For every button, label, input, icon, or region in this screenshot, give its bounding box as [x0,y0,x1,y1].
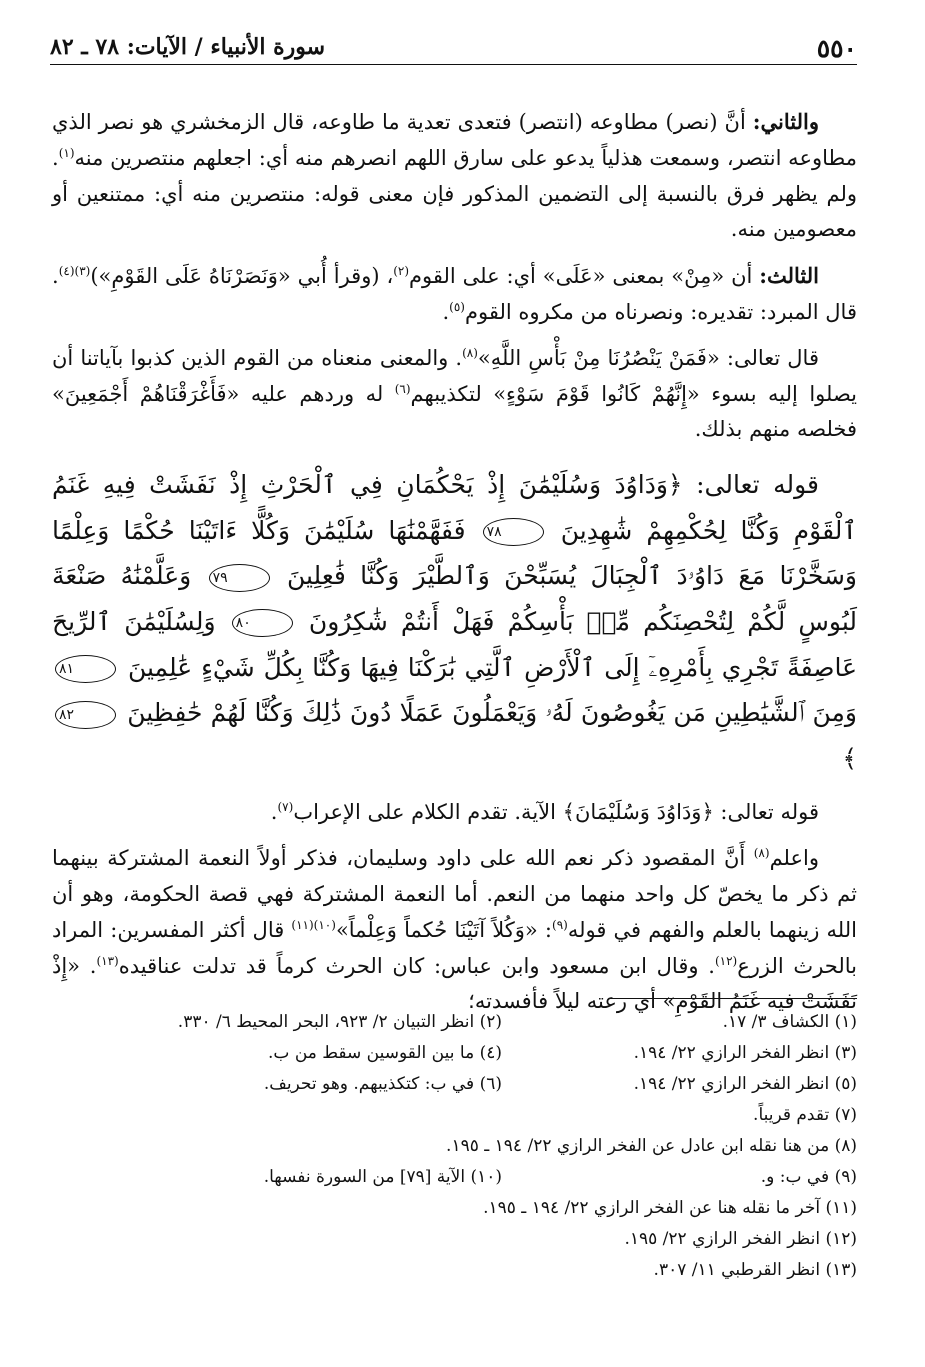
footnote: (١١) آخر ما نقله هنا عن الفخر الرازي ٢٢/ ١٩٤ ـ ١٩٥. [483,1198,857,1218]
quran-verse-text: وَلِسُلَيْمَٰنَ ٱلرِّيحَ عَاصِفَةً تَجْرِي بِأَمْرِهِۦٓ إِلَى ٱلْأَرْضِ ٱلَّتِي بَٰرَكْنَا فِيهَا وَكُنَّا بِكُلِّ شَيْءٍ عَٰلِمِينَ [52,606,857,682]
footnote-ref[interactable]: (٣)(٤) [58,264,91,279]
paragraph-text: . قال المبرد: تقديره: ونصرناه من مكروه القوم [52,264,857,324]
footnote-ref[interactable]: (٨) [753,846,770,861]
footnote-ref[interactable]: (١٠)(١١) [291,917,336,932]
verse-number-marker: ٨٢ [55,701,116,729]
footnote-ref[interactable]: (٥) [449,299,465,314]
paragraph-text: قال أكثر المفسرين: المراد بالحرث الزرع [52,917,857,978]
footnote-ref[interactable]: (٦) [394,381,411,396]
footnotes [52,1012,857,1291]
paragraph-explanation [52,841,857,1020]
footnote-ref[interactable]: (٢) [393,264,410,279]
quran-intro: قوله تعالى: ﴿ [667,470,819,500]
footnote-row [52,1012,857,1043]
paragraph-commentary [52,341,857,448]
footnote: (٢) انظر التبيان ٢/ ٩٢٣، البحر المحيط ٦/ ٣٣٠. [177,1012,502,1032]
footnote: (٣) انظر الفخر الرازي ٢٢/ ١٩٤. [633,1043,857,1063]
paragraph-text: . وقال ابن مسعود وابن عباس: كان الحرث كرماً قد تدلت عناقيده [118,953,715,978]
paragraph-third-opinion [52,258,857,331]
footnote-separator [610,998,857,999]
footnote-row [52,1167,857,1198]
paragraph-text: . «إِذْ نَفَشَتْ فيه غَنَمُ القَوْمِ» أي رعته ليلاً فأفسدته؛ [52,953,857,1014]
quran-verse-text: وَمِنَ ٱلشَّيَٰطِينِ مَن يَغُوصُونَ لَهُۥ وَيَعْمَلُونَ عَمَلًا دُونَ ذَٰلِكَ وَكُنَّا لَهُمْ حَٰفِظِينَ [127,698,857,728]
quran-verse-text: وَعَلَّمْنَٰهُ صَنْعَةَ لَبُوسٍ لَّكُمْ لِتُحْصِنَكُم مِّنۢ بَأْسِكُمْ فَهَلْ أَنتُمْ شَٰكِرُونَ [52,561,857,636]
footnote-ref[interactable]: (٧) [277,800,294,815]
footnote-row [52,1198,857,1229]
footnote-row [52,1229,857,1260]
paragraph-text: قوله تعالى: ﴿وَدَاوُدَ وَسُلَيْمَانَ﴾ الآية. تقدم الكلام على الإعراب [293,800,819,825]
footnote-ref[interactable]: (٩) [552,917,568,932]
quran-verse-text: فَفَهَّمْنَٰهَا سُلَيْمَٰنَ وَكُلًّا ءَاتَيْنَا حُكْمًا وَعِلْمًا وَسَخَّرْنَا مَعَ دَاوُۥدَ ٱلْجِبَالَ يُسَبِّحْنَ وَٱلطَّيْرَ وَكُنَّا فَٰعِلِينَ [52,515,857,591]
footnote-row [52,1260,857,1291]
verse-number-marker: ٧٩ [209,564,270,592]
paragraph-text: أنَّ (نصر) مطاوعه (انتصر) فتعدى تعدية ما طاوعه، قال الزمخشري هو نصر الذي مطاوعه انتصر، وسمعت هذلياً يدعو على سارق اللهم انصرهم منه أي: اجعلهم منتصرين منه [52,110,857,170]
footnote: (٩) في ب: و. [760,1167,857,1187]
paragraph-text: له وردهم عليه «فَأَغْرَقْنَاهُمْ أَجْمَعِينَ» فخلصه منهم بذلك. [52,381,857,442]
running-header [50,30,857,65]
footnote-row [52,1043,857,1074]
footnote: (٨) من هنا نقله ابن عادل عن الفخر الرازي ٢٢/ ١٩٤ ـ ١٩٥. [446,1136,857,1156]
paragraph-text: : «وَكُلاً آتَيْنَا حُكماً وَعِلْماً» [335,917,552,942]
quran-verses-block [52,462,857,781]
paragraph-lead: والثاني: [752,109,819,134]
paragraph-text: أن «مِنْ» بمعنى «عَلَى» أي: على القوم [409,264,753,289]
paragraph-text: . والمعنى منعناه من القوم الذين كذبوا بآياتنا أن يصلوا إليه بسوء «إِنَّهُمْ كَانُوا قَوْمَ سَوْءٍ» لتكذيبهم [52,345,858,406]
footnote-row [52,1136,857,1167]
main-text [52,104,857,1030]
footnote-ref[interactable]: (١) [58,145,75,160]
paragraph-text: . ولم يظهر فرق بالنسبة إلى التضمين المذكور فإن معنى قوله: منتصرين منه أي: ممتنعين أو معصومين منه. [52,145,857,242]
paragraph-text: ، (وقرأ أُبي «وَنَصَرْنَاهُ عَلَى القَوْمِ») [90,264,394,289]
quran-verse-text: وَدَاوُدَ وَسُلَيْمَٰنَ إِذْ يَحْكُمَانِ فِي ٱلْحَرْثِ إِذْ نَفَشَتْ فِيهِ غَنَمُ ٱلْقَوْمِ وَكُنَّا لِحُكْمِهِمْ شَٰهِدِينَ [52,470,857,545]
footnote: (١٠) الآية [٧٩] من السورة نفسها. [263,1167,502,1187]
verse-number-marker: ٧٨ [483,518,544,546]
paragraph-text: قال تعالى: «فَمَنْ يَنْصُرُنَا مِنْ بَأْسِ اللَّهِ» [477,345,819,370]
footnote-ref[interactable]: (١٢) [714,953,738,968]
paragraph-text: . [442,299,450,324]
footnote: (٤) ما بين القوسين سقط من ب. [268,1043,502,1063]
footnote: (٦) في ب: كتكذيبهم. وهو تحريف. [263,1074,502,1094]
footnote-row [52,1105,857,1136]
footnote: (٥) انظر الفخر الرازي ٢٢/ ١٩٤. [633,1074,857,1094]
quran-close: ﴾ [842,743,857,773]
footnote-ref[interactable]: (١٣) [96,953,119,968]
paragraph-lead: الثالث: [759,263,819,289]
footnote-row [52,1074,857,1105]
paragraph-text: واعلم [769,846,819,871]
paragraph-text: . [270,800,278,825]
verse-number-marker: ٨٠ [232,609,293,637]
verse-number-marker: ٨١ [55,655,116,683]
paragraph-text: أَنَّ المقصود ذكر نعم الله على داود وسليمان، فذكر أولاً النعمة المشتركة بينهما ثم ذكر ما يخصّ كل واحد منهما من النعم. أما النعمة المشتركة فهي قصة الحكومة، وهو أن الله زينهما بالعلم والفهم في قوله [52,846,857,942]
page-number: ٥٥٠ [816,34,857,63]
paragraph-second-opinion [52,104,857,248]
footnote: (١٢) انظر الفخر الرازي ٢٢/ ١٩٥. [624,1229,857,1249]
footnote-ref[interactable]: (٨) [462,345,478,360]
footnote: (١٣) انظر القرطبي ١١/ ٣٠٧. [653,1260,857,1280]
footnote: (١) الكشاف ٣/ ١٧. [722,1012,857,1032]
paragraph-syntax-note [52,795,857,831]
header-title: سورة الأنبياء / الآيات: ٧٨ ـ ٨٢ [50,34,326,60]
footnote: (٧) تقدم قريباً. [753,1105,857,1125]
